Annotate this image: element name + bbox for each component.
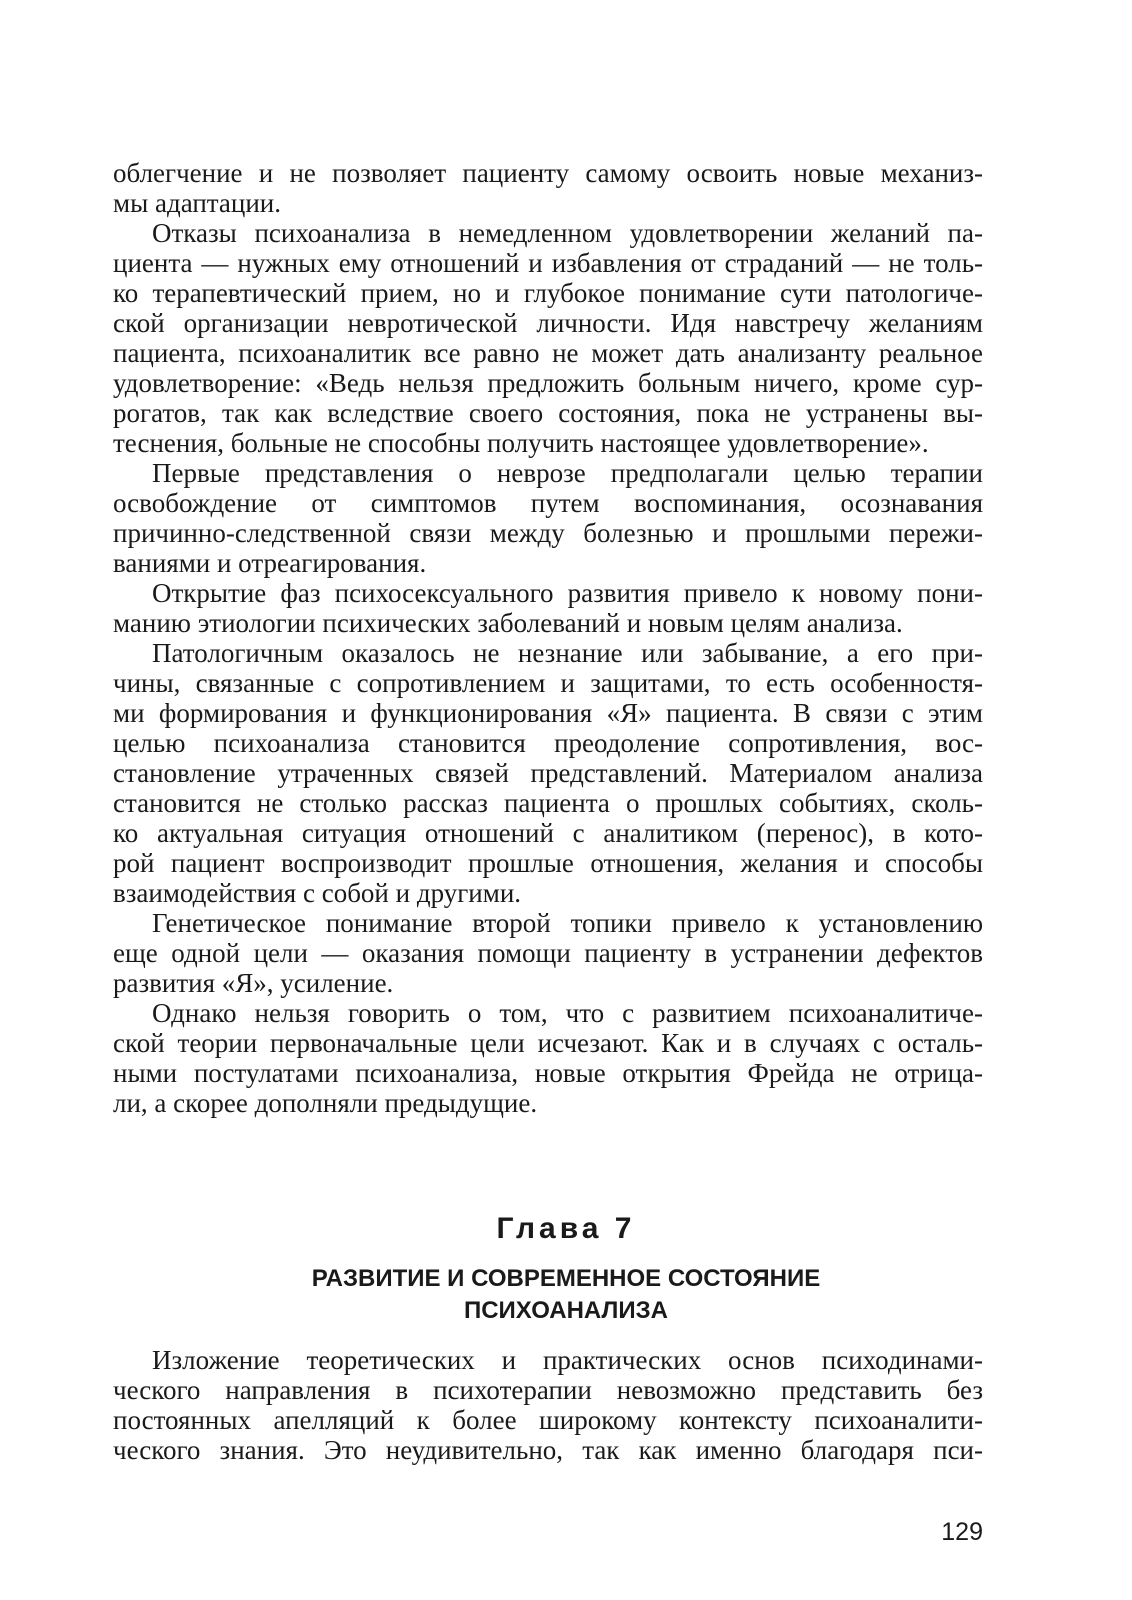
text-line: целью психоанализа становится преодоление сопротивления, вос- [113, 728, 983, 758]
text-line: ными постулатами психоанализа, новые открытия Фрейда не отрица- [113, 1058, 983, 1088]
chapter-title-line: ПСИХОАНАЛИЗА [463, 1297, 669, 1324]
text-line: становится не столько рассказ пациента о прошлых событиях, сколь- [113, 788, 983, 818]
text-line: освобождение от симптомов путем воспоминания, осознавания [113, 488, 983, 518]
text-line: чины, связанные с сопротивлением и защитами, то есть особенностя- [113, 668, 983, 698]
text-line: ческого направления в психотерапии невозможно представить без [113, 1375, 983, 1405]
text-line: облегчение и не позволяет пациенту самому освоить новые механиз- [113, 158, 983, 188]
text-line: еще одной цели — оказания помощи пациенту в устранении дефектов [113, 938, 983, 968]
text-line: ко актуальная ситуация отношений с аналитиком (перенос), в кото- [113, 818, 983, 848]
chapter-title-line: РАЗВИТИЕ И СОВРЕМЕННОЕ СОСТОЯНИЕ [311, 1265, 821, 1292]
text-line: рогатов, так как вследствие своего состояния, пока не устранены вы- [113, 398, 983, 428]
text-line: Генетическое понимание второй топики привело к установлению [152, 908, 983, 938]
text-line: ской организации невротической личности. Идя навстречу желаниям [113, 308, 983, 338]
text-line: мы адаптации. [113, 188, 281, 218]
text-line: развития «Я», усиление. [113, 968, 394, 998]
text-line: Первые представления о неврозе предполагали целью терапии [152, 458, 983, 488]
chapter-title [0, 1263, 1132, 1327]
text-line: циента — нужных ему отношений и избавления от страданий — не толь- [113, 248, 983, 278]
text-line: Отказы психоанализа в немедленном удовлетворении желаний па- [152, 218, 983, 248]
text-line: ли, а скорее дополняли предыдущие. [113, 1088, 538, 1118]
text-line: ческого знания. Это неудивительно, так как именно благодаря пси- [113, 1435, 983, 1465]
chapter-intro-text [113, 1345, 983, 1465]
text-line: взаимодействия с собой и другими. [113, 878, 522, 908]
text-line: Изложение теоретических и практических основ психодинами- [152, 1345, 983, 1375]
text-line: причинно-следственной связи между болезнью и прошлыми пережи- [113, 518, 983, 548]
text-line: Открытие фаз психосексуального развития привело к новому пони- [152, 578, 983, 608]
text-line: теснения, больные не способны получить настоящее удовлетворение». [113, 428, 929, 458]
text-line: становление утраченных связей представлений. Материалом анализа [113, 758, 983, 788]
text-line: Однако нельзя говорить о том, что с развитием психоаналитиче- [152, 998, 983, 1028]
text-line: рой пациент воспроизводит прошлые отношения, желания и способы [113, 848, 983, 878]
text-line: удовлетворение: «Ведь нельзя предложить больным ничего, кроме сур- [113, 368, 983, 398]
text-line: ской теории первоначальные цели исчезают. Как и в случаях с осталь- [113, 1028, 983, 1058]
text-line: манию этиологии психических заболеваний и новым целям анализа. [113, 608, 903, 638]
chapter-label: Глава 7 [496, 1212, 636, 1245]
text-line: Патологичным оказалось не незнание или забывание, а его при- [152, 638, 983, 668]
text-line: ми формирования и функционирования «Я» пациента. В связи с этим [113, 698, 983, 728]
body-text [113, 158, 983, 1118]
page-number: 129 [941, 1518, 983, 1546]
text-line: ваниями и отреагирования. [113, 548, 427, 578]
text-line: постоянных апелляций к более широкому контексту психоаналити- [113, 1405, 983, 1435]
text-line: пациента, психоаналитик все равно не может дать анализанту реальное [113, 338, 983, 368]
text-line: ко терапевтический прием, но и глубокое понимание сути патологиче- [113, 278, 983, 308]
